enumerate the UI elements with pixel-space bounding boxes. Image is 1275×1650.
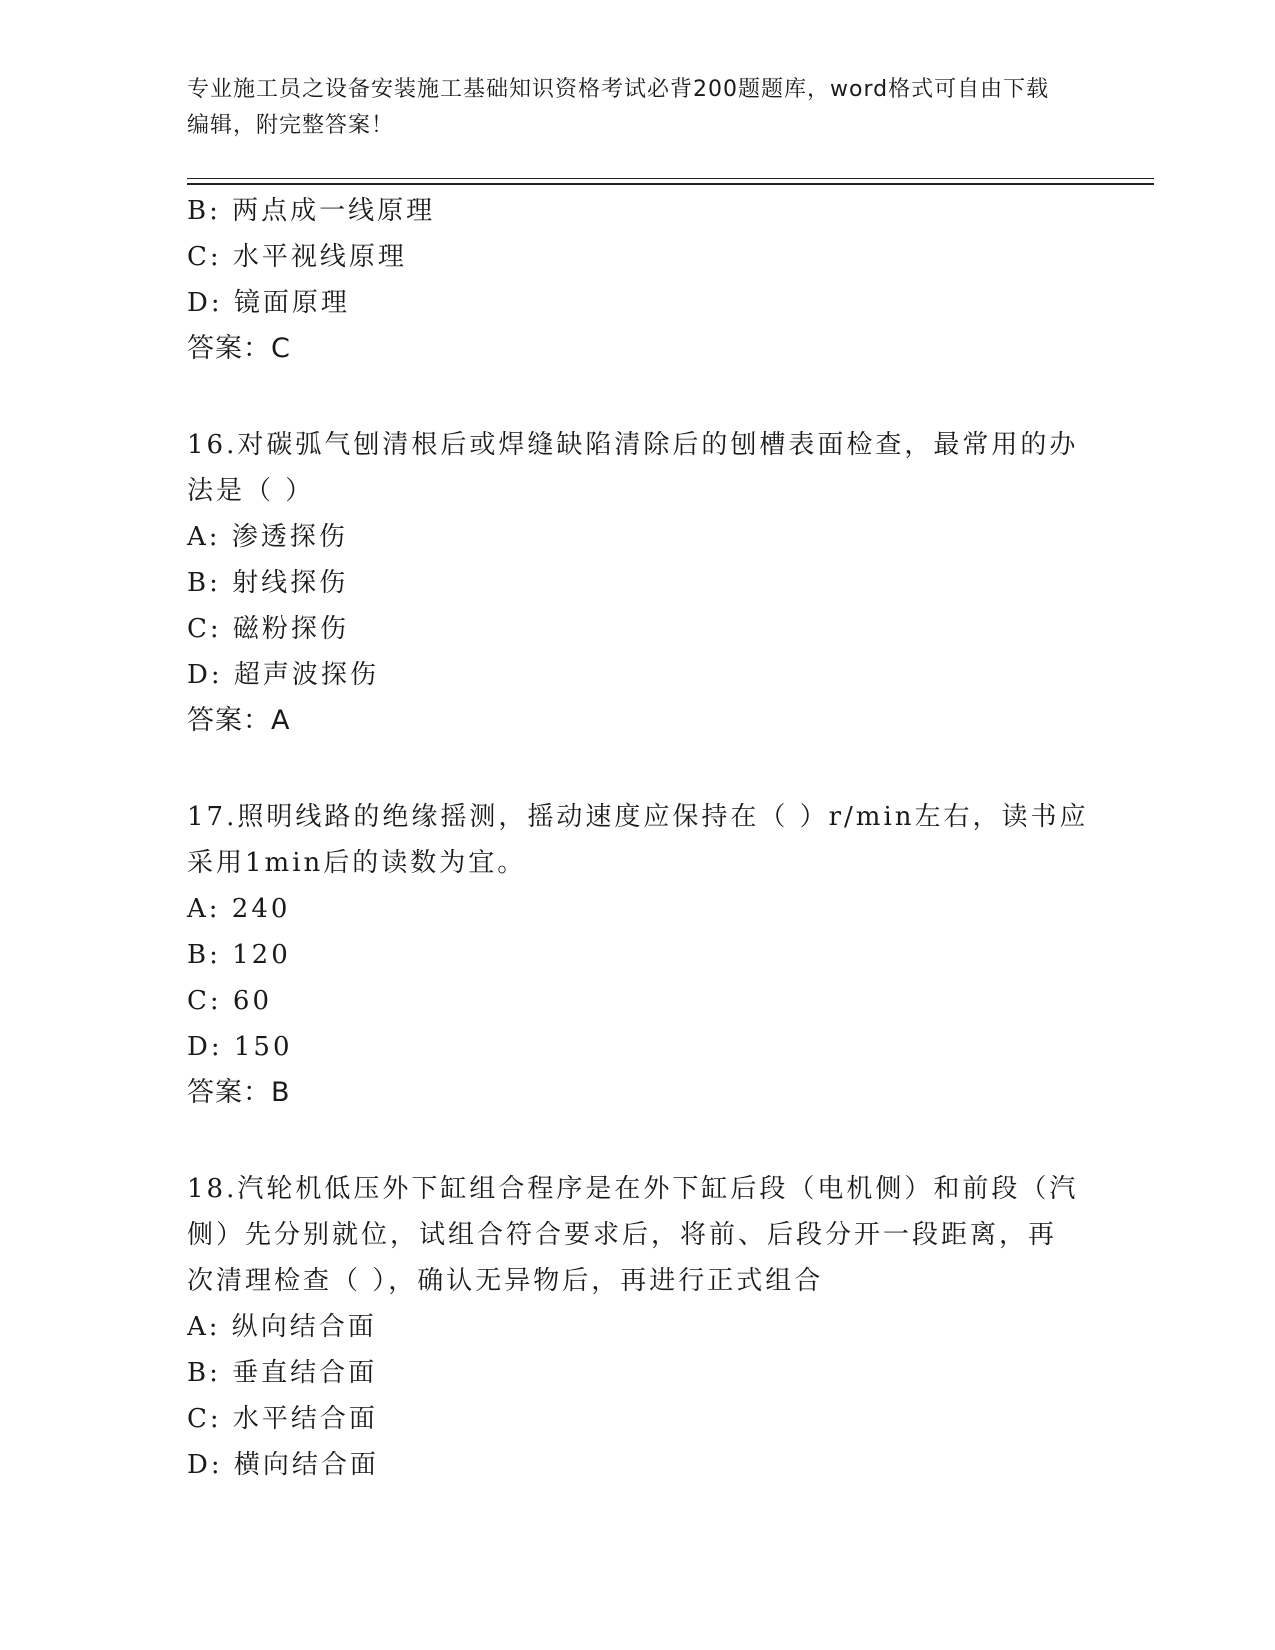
answer-line: 答案：B bbox=[187, 1077, 291, 1108]
question-block-15 bbox=[187, 188, 1087, 372]
question-line: 18.汽轮机低压外下缸组合程序是在外下缸后段（电机侧）和前段（汽 bbox=[187, 1174, 1079, 1204]
option-line: A: 渗透探伤 bbox=[187, 522, 348, 552]
option-line: C: 磁粉探伤 bbox=[187, 614, 349, 644]
option-line: B: 120 bbox=[187, 940, 291, 970]
option-line: D: 超声波探伤 bbox=[187, 660, 379, 690]
option-line: C: 60 bbox=[187, 986, 273, 1016]
block-spacer bbox=[187, 372, 1087, 422]
option-line: C: 水平视线原理 bbox=[187, 242, 407, 272]
header-rule-thick bbox=[187, 183, 1154, 185]
question-line: 法是（ ） bbox=[187, 476, 315, 506]
question-line: 采用1min后的读数为宜。 bbox=[187, 848, 527, 878]
header-rule-thin bbox=[187, 178, 1154, 179]
question-block-16 bbox=[187, 422, 1087, 744]
answer-line: 答案：C bbox=[187, 333, 291, 364]
option-line: C: 水平结合面 bbox=[187, 1404, 378, 1434]
option-line: D: 横向结合面 bbox=[187, 1450, 379, 1480]
answer-line: 答案：A bbox=[187, 705, 291, 736]
option-line: A: 240 bbox=[187, 894, 291, 924]
option-line: B: 垂直结合面 bbox=[187, 1358, 378, 1388]
question-content bbox=[187, 188, 1087, 1488]
option-line: B: 射线探伤 bbox=[187, 568, 349, 598]
question-block-17 bbox=[187, 794, 1087, 1116]
block-spacer bbox=[187, 744, 1087, 794]
option-line: D: 镜面原理 bbox=[187, 288, 350, 318]
option-line: D: 150 bbox=[187, 1032, 293, 1062]
question-line: 次清理检查（ ），确认无异物后，再进行正式组合 bbox=[187, 1266, 824, 1296]
question-block-18 bbox=[187, 1166, 1087, 1488]
document-header: 专业施工员之设备安装施工基础知识资格考试必背200题题库，word格式可自由下载编辑，附完整答案！ bbox=[187, 77, 1050, 138]
question-line: 16.对碳弧气刨清根后或焊缝缺陷清除后的刨槽表面检查，最常用的办 bbox=[187, 430, 1079, 460]
question-line: 侧）先分别就位，试组合符合要求后，将前、后段分开一段距离，再 bbox=[187, 1220, 1058, 1250]
option-line: A: 纵向结合面 bbox=[187, 1312, 377, 1342]
block-spacer bbox=[187, 1116, 1087, 1166]
question-line: 17.照明线路的绝缘摇测，摇动速度应保持在（ ）r/min左右，读书应 bbox=[187, 802, 1089, 832]
option-line: B: 两点成一线原理 bbox=[187, 196, 436, 226]
